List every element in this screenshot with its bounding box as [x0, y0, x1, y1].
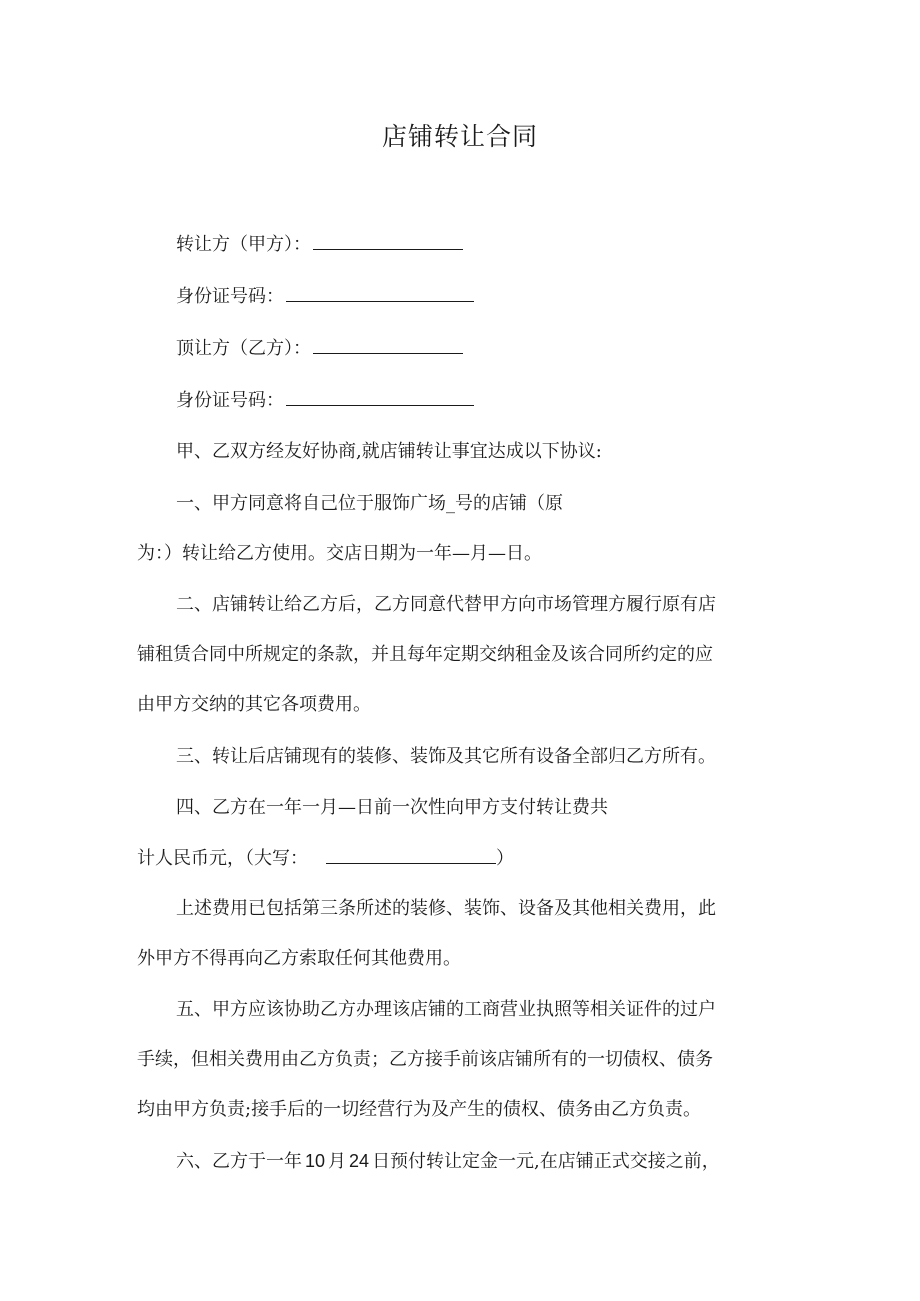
clause-2-line-1: 二、店铺转让给乙方后，乙方同意代替甲方向市场管理方履行原有店: [176, 594, 716, 615]
clause-6-day: 24: [349, 1151, 370, 1171]
id-number-blank-2[interactable]: [286, 387, 474, 406]
clause-5-line-3: 均由甲方负责;接手后的一切经营行为及产生的债权、债务由乙方负责。: [137, 1099, 702, 1120]
clause-6-line-1: [176, 1148, 720, 1175]
clause-4-line-3: 上述费用已包括第三条所述的装修、装饰、设备及其他相关费用，此: [176, 898, 716, 919]
clause-2-line-3: 由甲方交纳的其它各项费用。: [137, 694, 371, 715]
transferee-label: 顶让方（乙方）：: [176, 338, 311, 359]
transferor-label: 转让方（甲方）：: [176, 234, 311, 255]
clause-4-amount-suffix: ）: [496, 848, 514, 869]
clause-4-line-1: 四、乙方在一年一月—日前一次性向甲方支付转让费共: [176, 797, 608, 818]
clause-5-line-1: 五、甲方应该协助乙方办理该店铺的工商营业执照等相关证件的过户: [176, 999, 716, 1020]
transferor-blank[interactable]: [313, 231, 463, 250]
id-number-field-2: [176, 387, 474, 414]
clause-2-line-2: 铺租赁合同中所规定的条款，并且每年定期交纳租金及该合同所约定的应: [137, 644, 713, 665]
clause-4-line-2: [137, 845, 514, 872]
id-number-field-1: [176, 283, 474, 310]
transferee-field: [176, 335, 463, 362]
clause-1-line-1: 一、甲方同意将自己位于服饰广场_号的店铺（原: [176, 493, 563, 514]
amount-in-words-blank[interactable]: [326, 845, 496, 864]
id-number-label-2: 身份证号码：: [176, 390, 284, 411]
clause-6-part-2: 月: [328, 1151, 347, 1172]
clause-4-line-4: 外甲方不得再向乙方索取任何其他费用。: [137, 948, 461, 969]
intro-paragraph: 甲、乙双方经友好协商,就店铺转让事宜达成以下协议:: [176, 441, 602, 462]
clause-6-part-3: 日预付转让定金一元,在店铺正式交接之前，: [372, 1151, 720, 1172]
id-number-label-1: 身份证号码：: [176, 286, 284, 307]
transferor-field: [176, 231, 463, 258]
clause-4-amount-prefix: 计人民币元，（大写：: [137, 848, 308, 869]
clause-5-line-2: 手续，但相关费用由乙方负责；乙方接手前该店铺所有的一切债权、债务: [137, 1049, 713, 1070]
clause-6-month: 10: [305, 1151, 326, 1171]
clause-1-line-2: 为：）转让给乙方使用。交店日期为一年—月—日。: [137, 543, 542, 564]
clause-3: 三、转让后店铺现有的装修、装饰及其它所有设备全部归乙方所有。: [176, 746, 716, 767]
contract-title: 店铺转让合同: [381, 122, 538, 151]
id-number-blank-1[interactable]: [286, 283, 474, 302]
transferee-blank[interactable]: [313, 335, 463, 354]
clause-6-part-1: 六、乙方于一年: [176, 1151, 302, 1172]
